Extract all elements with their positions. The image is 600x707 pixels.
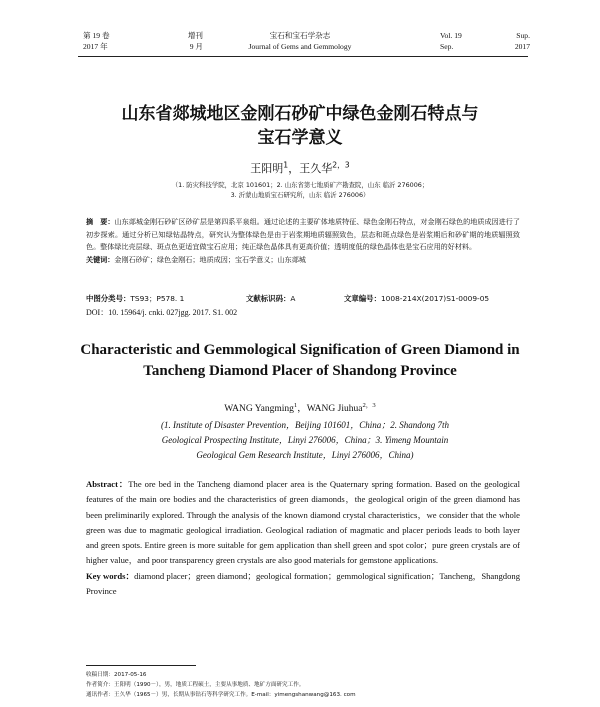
chinese-author-2: 王久华 (299, 162, 333, 175)
english-affiliations (110, 418, 500, 463)
header-year: 2017 年 (83, 42, 108, 51)
english-affiliation-line-2: Geological Prospecting Institute，Linyi 276006，China；3. Yimeng Mountain (161, 435, 449, 445)
english-authors (150, 400, 450, 414)
header-sup-en: Sup. (516, 31, 530, 40)
chinese-affiliation-line-2: 3. 沂蒙山地质宝石研究所，山东 临沂 276006） (230, 191, 370, 199)
english-abstract (86, 477, 520, 599)
author-1-affil-mark: 1 (283, 160, 289, 170)
chinese-title-line-2: 宝石学意义 (257, 128, 343, 148)
author-2-affil-mark: 2，3 (332, 160, 350, 170)
header-rule (78, 56, 528, 57)
header-month-en: Sep. (440, 42, 454, 51)
footnote-author-intro: 作者简介：王阳明（1990－），男，地质工程硕士，主要从事地质、地矿方面研究工作。 (86, 682, 305, 688)
english-author-1-affil-mark: 1 (293, 401, 298, 409)
chinese-authors (150, 160, 450, 176)
footnotes (86, 670, 526, 700)
doi: DOI：10. 15964/j. cnki. 027jgg. 2017. S1. 002 (86, 308, 238, 317)
clc-label: 中图分类号： (86, 294, 131, 303)
english-affiliation-line-1: (1. Institute of Disaster Prevention，Beijing 101601，China；2. Shandong 7th (161, 420, 449, 430)
header-volume: 第 19 卷 (83, 31, 110, 40)
header-right (440, 30, 530, 52)
header-journal-en: Journal of Gems and Gemmology (248, 42, 352, 51)
english-author-2-affil-mark: 2，3 (362, 401, 376, 409)
english-abstract-label: Abstract： (86, 479, 129, 489)
english-keywords-text: diamond placer；green diamond；geological formation；gemmological signification；Tancheng，Shangdong Province (86, 570, 520, 597)
chinese-keywords-label: 关键词： (86, 254, 115, 264)
chinese-abstract-text: 山东郯城金刚石砂矿区砂矿层是第四系平泉组。通过论述的主要矿体地质特征、绿色金刚石特点，对金刚石绿色的地质成因进行了初步探索。通过分析已知绿钻晶特点，研究认为整体绿色是由于岩浆期地质辐照致色，层态和斑点绿色是岩浆期后和砂矿期的地质辐照致色。整体绿比壳层绿、斑点色更适宜做宝石应用；纯正绿色晶体具有更高价值；透明度低的绿色晶体也是宝石应用的好材料。 (86, 217, 521, 252)
footnote-received: 收稿日期：2017-05-16 (86, 672, 147, 678)
chinese-keywords-text: 金刚石砂矿；绿色金刚石；地质成因；宝石学意义；山东郯城 (114, 254, 306, 264)
chinese-author-1: 王阳明 (250, 162, 284, 175)
chinese-affiliations (120, 180, 480, 200)
article-number-value: 1008-214X(2017)S1-0009-05 (380, 294, 490, 303)
chinese-title (70, 102, 530, 150)
english-author-separator: ， (297, 404, 307, 414)
footnote-corresponding: 通讯作者：王久华（1965－）男，长期从事钻石等科学研究工作。E-mail：yimengshanwang@163. com (86, 692, 356, 698)
chinese-title-line-1: 山东省郯城地区金刚石砂矿中绿色金刚石特点与 (121, 104, 479, 124)
english-keywords-label: Key words： (86, 570, 135, 581)
english-author-1: WANG Yangming (224, 404, 294, 414)
english-title (60, 340, 540, 382)
header-vol-en: Vol. 19 (440, 31, 462, 40)
english-affiliation-line-3: Geological Gem Research Institute，Linyi 276006，China) (196, 450, 414, 460)
chinese-affiliation-line-1: （1. 防灾科技学院，北京 101601；2. 山东省第七地质矿产勘查院，山东 临沂 276006； (171, 181, 429, 189)
clc-value: TS93；P578. 1 (130, 294, 185, 303)
author-separator: ， (288, 162, 300, 175)
doc-code-label: 文献标识码： (246, 294, 291, 303)
header-left (83, 30, 203, 52)
header-year-en: 2017 (514, 42, 530, 51)
english-abstract-text: The ore bed in the Tancheng diamond placer area is the Quaternary spring formation. Based on the geological features of the main ore bodies and the characteristics of green diamonds，the geological origin of the green diamond has been preliminarily explored. Through the analysis of the known diamond crystal characteristics，we consider that the whole green was due to magmatic geological irradiation. Geological radiation of magmatic and placer periods leads to both layer and green spots. Entire green is more suitable for gem application than shell green and spot color；pure green crystals are of higher value，and poor transparency green crystals are also good materials for gemstone applications. (86, 479, 520, 566)
header-journal (200, 30, 400, 52)
article-number-label: 文章编号： (344, 294, 381, 303)
header-month: 9 月 (189, 42, 203, 51)
header-journal-cn: 宝石和宝石学杂志 (269, 31, 331, 40)
english-title-line-2: Tancheng Diamond Placer of Shandong Province (143, 363, 457, 379)
chinese-abstract (86, 216, 520, 266)
english-author-2: WANG Jiuhua (306, 404, 363, 414)
chinese-abstract-label: 摘 要： (86, 217, 115, 226)
header-issue-type: 增刊 (187, 31, 203, 40)
english-title-line-1: Characteristic and Gemmological Signification of Green Diamond in (80, 342, 520, 358)
doc-code-value: A (290, 294, 296, 303)
footnote-rule (86, 665, 196, 666)
